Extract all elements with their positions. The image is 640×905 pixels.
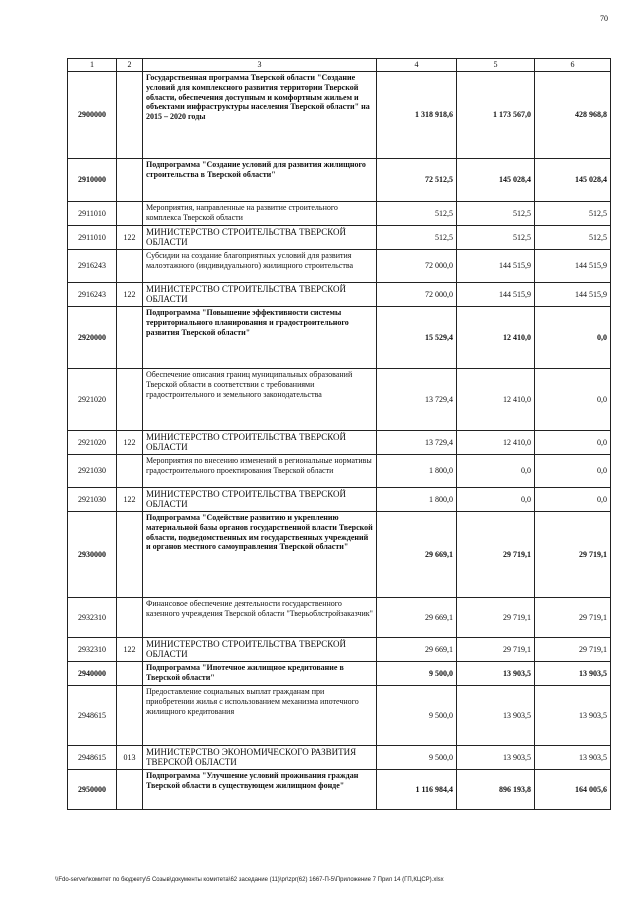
amount-cell-2016: 13 903,5	[457, 746, 535, 770]
code-cell: 2921030	[68, 488, 117, 512]
amount-cell-2015: 1 800,0	[377, 488, 457, 512]
name-cell: Финансовое обеспечение деятельности государственного казенного учреждения Тверской области "Тверьоблстройзаказчик"	[143, 598, 377, 638]
amount-cell-2017: 512,5	[535, 226, 611, 250]
table-row	[68, 369, 611, 431]
expense-type-cell	[117, 307, 143, 369]
amount-cell-2016: 13 903,5	[457, 686, 535, 746]
expense-type-cell	[117, 455, 143, 488]
amount-cell-2017: 29 719,1	[535, 512, 611, 598]
expense-type-cell	[117, 250, 143, 283]
amount-cell-2016: 12 410,0	[457, 431, 535, 455]
expense-type-cell	[117, 686, 143, 746]
amount-cell-2017: 13 903,5	[535, 686, 611, 746]
name-cell: МИНИСТЕРСТВО СТРОИТЕЛЬСТВА ТВЕРСКОЙ ОБЛАСТИ	[143, 431, 377, 455]
file-path-footer: \\Fdo-server\комитет по бюджету\5 Созыв\документы комитета\62 заседание (11)\pr\zpr(62) 1667-П-5\Приложение 7 Прил 14 (ГП,КЦСР).xlsx	[55, 877, 444, 883]
name-cell: Подпрограмма "Улучшение условий проживания граждан Тверской области в существующем жилищном фонде"	[143, 770, 377, 810]
name-cell: Подпрограмма "Создание условий для развития жилищного строительства в Тверской области"	[143, 159, 377, 202]
header-cell-4: 4	[377, 59, 457, 72]
header-cell-1: 1	[68, 59, 117, 72]
expense-type-cell	[117, 369, 143, 431]
name-cell: Мероприятия по внесению изменений в региональные нормативы градостроительного проектирования Тверской области	[143, 455, 377, 488]
expense-type-cell	[117, 159, 143, 202]
code-cell: 2911010	[68, 226, 117, 250]
name-cell: Подпрограмма "Ипотечное жилищное кредитование в Тверской области"	[143, 662, 377, 686]
name-cell: МИНИСТЕРСТВО СТРОИТЕЛЬСТВА ТВЕРСКОЙ ОБЛАСТИ	[143, 283, 377, 307]
code-cell: 2950000	[68, 770, 117, 810]
amount-cell-2017: 428 968,8	[535, 72, 611, 159]
amount-cell-2017: 0,0	[535, 307, 611, 369]
amount-cell-2016: 145 028,4	[457, 159, 535, 202]
name-cell: Обеспечение описания границ муниципальных образований Тверской области в соответствии с требованиями градостроительного и земельного законодательства	[143, 369, 377, 431]
code-cell: 2916243	[68, 283, 117, 307]
table-row	[68, 488, 611, 512]
amount-cell-2016: 896 193,8	[457, 770, 535, 810]
table-row	[68, 746, 611, 770]
code-cell: 2916243	[68, 250, 117, 283]
name-cell: Подпрограмма "Повышение эффективности системы территориального планирования и градостроительного развития Тверской области"	[143, 307, 377, 369]
code-cell: 2930000	[68, 512, 117, 598]
amount-cell-2017: 0,0	[535, 455, 611, 488]
table-row	[68, 431, 611, 455]
amount-cell-2015: 72 000,0	[377, 250, 457, 283]
code-cell: 2932310	[68, 598, 117, 638]
amount-cell-2015: 9 500,0	[377, 746, 457, 770]
amount-cell-2015: 512,5	[377, 202, 457, 226]
table-row	[68, 598, 611, 638]
code-cell: 2940000	[68, 662, 117, 686]
amount-cell-2017: 145 028,4	[535, 159, 611, 202]
expense-type-cell	[117, 512, 143, 598]
amount-cell-2017: 13 903,5	[535, 662, 611, 686]
code-cell: 2932310	[68, 638, 117, 662]
expense-type-cell	[117, 598, 143, 638]
code-cell: 2921030	[68, 455, 117, 488]
name-cell: МИНИСТЕРСТВО ЭКОНОМИЧЕСКОГО РАЗВИТИЯ ТВЕРСКОЙ ОБЛАСТИ	[143, 746, 377, 770]
amount-cell-2017: 0,0	[535, 431, 611, 455]
table-row	[68, 226, 611, 250]
name-cell: МИНИСТЕРСТВО СТРОИТЕЛЬСТВА ТВЕРСКОЙ ОБЛАСТИ	[143, 226, 377, 250]
expense-type-cell: 013	[117, 746, 143, 770]
name-cell: МИНИСТЕРСТВО СТРОИТЕЛЬСТВА ТВЕРСКОЙ ОБЛАСТИ	[143, 488, 377, 512]
code-cell: 2921020	[68, 431, 117, 455]
amount-cell-2015: 29 669,1	[377, 512, 457, 598]
name-cell: Мероприятия, направленные на развитие строительного комплекса Тверской области	[143, 202, 377, 226]
name-cell: Субсидии на создание благоприятных условий для развития малоэтажного (индивидуального) жилищного строительства	[143, 250, 377, 283]
code-cell: 2948615	[68, 686, 117, 746]
code-cell: 2911010	[68, 202, 117, 226]
amount-cell-2015: 72 512,5	[377, 159, 457, 202]
header-cell-2: 2	[117, 59, 143, 72]
code-cell: 2948615	[68, 746, 117, 770]
amount-cell-2015: 13 729,4	[377, 369, 457, 431]
amount-cell-2017: 29 719,1	[535, 598, 611, 638]
budget-table	[67, 58, 611, 810]
expense-type-cell	[117, 202, 143, 226]
table-row	[68, 307, 611, 369]
table-row	[68, 455, 611, 488]
amount-cell-2017: 164 005,6	[535, 770, 611, 810]
header-cell-3: 3	[143, 59, 377, 72]
table-row	[68, 159, 611, 202]
amount-cell-2015: 512,5	[377, 226, 457, 250]
amount-cell-2016: 144 515,9	[457, 250, 535, 283]
expense-type-cell: 122	[117, 431, 143, 455]
amount-cell-2017: 144 515,9	[535, 250, 611, 283]
amount-cell-2015: 1 318 918,6	[377, 72, 457, 159]
expense-type-cell: 122	[117, 226, 143, 250]
amount-cell-2016: 512,5	[457, 226, 535, 250]
table-row	[68, 283, 611, 307]
expense-type-cell	[117, 72, 143, 159]
code-cell: 2900000	[68, 72, 117, 159]
amount-cell-2016: 144 515,9	[457, 283, 535, 307]
expense-type-cell	[117, 662, 143, 686]
amount-cell-2016: 512,5	[457, 202, 535, 226]
table-row	[68, 512, 611, 598]
amount-cell-2015: 9 500,0	[377, 662, 457, 686]
table-row	[68, 770, 611, 810]
expense-type-cell: 122	[117, 283, 143, 307]
amount-cell-2016: 0,0	[457, 488, 535, 512]
table-row	[68, 72, 611, 159]
header-row	[68, 59, 611, 72]
amount-cell-2017: 0,0	[535, 369, 611, 431]
expense-type-cell	[117, 770, 143, 810]
name-cell: Подпрограмма "Содействие развитию и укреплению материальной базы органов государственной власти Тверской области, подведомственных им государственных учреждений и органов местного самоуправления Тверской области"	[143, 512, 377, 598]
amount-cell-2016: 29 719,1	[457, 512, 535, 598]
amount-cell-2017: 13 903,5	[535, 746, 611, 770]
amount-cell-2017: 144 515,9	[535, 283, 611, 307]
table-body	[68, 72, 611, 810]
amount-cell-2015: 72 000,0	[377, 283, 457, 307]
amount-cell-2017: 29 719,1	[535, 638, 611, 662]
name-cell: Предоставление социальных выплат гражданам при приобретении жилья с использованием механизма ипотечного жилищного кредитования	[143, 686, 377, 746]
code-cell: 2910000	[68, 159, 117, 202]
amount-cell-2016: 12 410,0	[457, 307, 535, 369]
code-cell: 2920000	[68, 307, 117, 369]
header-cell-6: 6	[535, 59, 611, 72]
amount-cell-2016: 29 719,1	[457, 598, 535, 638]
amount-cell-2016: 12 410,0	[457, 369, 535, 431]
amount-cell-2015: 15 529,4	[377, 307, 457, 369]
expense-type-cell: 122	[117, 638, 143, 662]
table-row	[68, 202, 611, 226]
amount-cell-2015: 1 116 984,4	[377, 770, 457, 810]
table-row	[68, 686, 611, 746]
code-cell: 2921020	[68, 369, 117, 431]
name-cell: Государственная программа Тверской области "Создание условий для комплексного развития территории Тверской области, обеспечения доступным и комфортным жильем и объектами инфраструктуры населения Тверской области" на 2015 – 2020 годы	[143, 72, 377, 159]
table-row	[68, 250, 611, 283]
amount-cell-2017: 512,5	[535, 202, 611, 226]
amount-cell-2016: 13 903,5	[457, 662, 535, 686]
amount-cell-2017: 0,0	[535, 488, 611, 512]
amount-cell-2015: 13 729,4	[377, 431, 457, 455]
amount-cell-2016: 1 173 567,0	[457, 72, 535, 159]
amount-cell-2016: 0,0	[457, 455, 535, 488]
table-row	[68, 638, 611, 662]
amount-cell-2015: 29 669,1	[377, 598, 457, 638]
amount-cell-2015: 1 800,0	[377, 455, 457, 488]
amount-cell-2015: 29 669,1	[377, 638, 457, 662]
amount-cell-2016: 29 719,1	[457, 638, 535, 662]
expense-type-cell: 122	[117, 488, 143, 512]
table-row	[68, 662, 611, 686]
header-cell-5: 5	[457, 59, 535, 72]
page-number: 70	[600, 14, 608, 23]
name-cell: МИНИСТЕРСТВО СТРОИТЕЛЬСТВА ТВЕРСКОЙ ОБЛАСТИ	[143, 638, 377, 662]
amount-cell-2015: 9 500,0	[377, 686, 457, 746]
